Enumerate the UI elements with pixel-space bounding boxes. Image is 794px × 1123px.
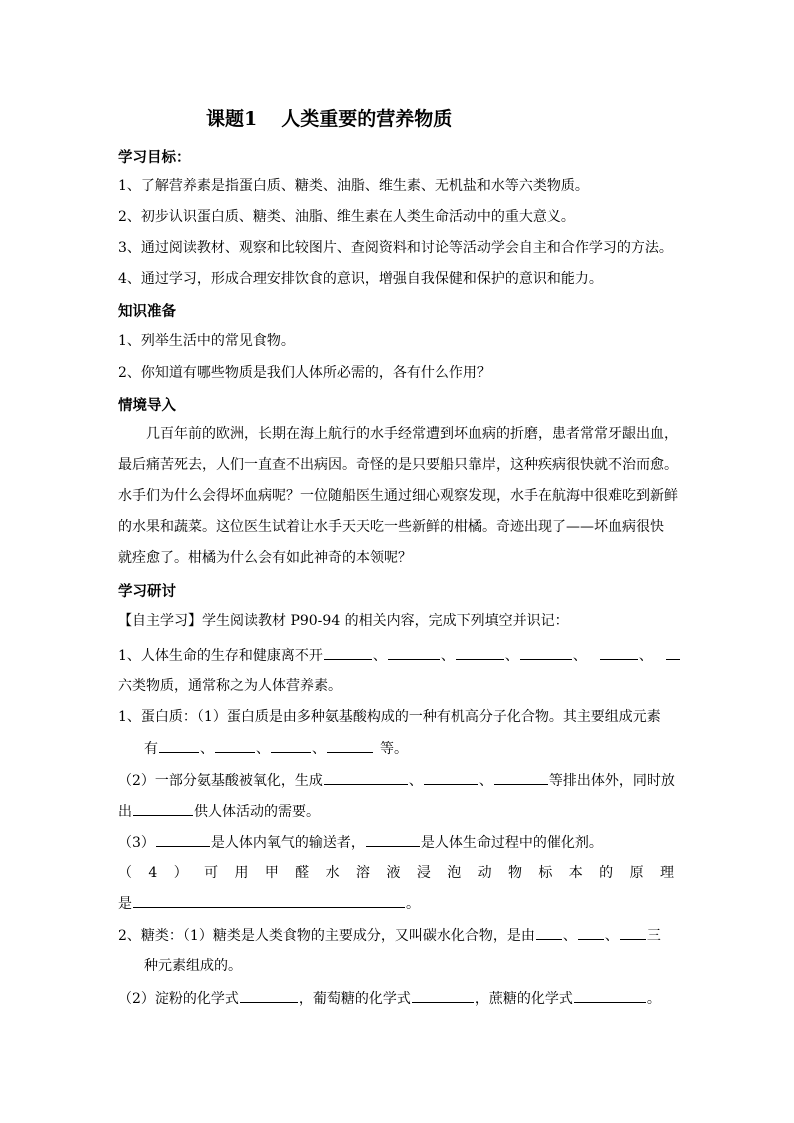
protein-line-1: 1、蛋白质：（1）蛋白质是由多种氨基酸构成的一种有机高分子化合物。其主要组成元素 [118,709,661,725]
q1-prefix: 1、人体生命的生存和健康离不开 [118,648,323,664]
fill-blank[interactable] [271,738,311,753]
fill-blank[interactable] [600,645,638,660]
fill-blank[interactable] [666,645,680,660]
sugar-line-1: 2、糖类：（1）糖类是人类食物的主要成分，又叫碳水化合物，是由 、 、 三 [118,925,661,946]
fill-blank[interactable] [324,645,372,660]
protein-line-4: （ 4 ） 可 用 甲 醛 水 溶 液 浸 泡 动 物 标 本 的 原 理 [118,865,674,881]
fill-blank[interactable] [366,832,420,847]
q1-line: 1、人体生命的生存和健康离不开 、 、 、 、 、 [118,645,681,666]
objective-item-3: 3、通过阅读教材、观察和比较图片、查阅资料和讨论等活动学会自主和合作学习的方法。 [118,240,673,256]
intro-line-1: 几百年前的欧洲，长期在海上航行的水手经常遭到坏血病的折磨，患者常常牙龈出血， [146,426,678,442]
page-title [206,104,452,131]
objective-item-4: 4、通过学习，形成合理安排饮食的意识，增强自我保健和保护的意识和能力。 [118,271,603,287]
fill-blank[interactable] [424,770,478,785]
fill-blank[interactable] [574,988,646,1003]
q1-line-2: 六类物质，通常称之为人体营养素。 [118,678,342,694]
fill-blank[interactable] [578,925,604,940]
fill-blank[interactable] [620,925,646,940]
self-study-instruction: 【自主学习】学生阅读教材 P90-94 的相关内容，完成下列填空并识记： [118,613,569,629]
fill-blank[interactable] [412,988,474,1003]
protein-line-1b: 有 、 、 、 等。 [144,738,408,759]
objectives-heading: 学习目标： [118,149,191,166]
fill-blank[interactable] [327,738,373,753]
sugar-line-2: （2）淀粉的化学式 ，葡萄糖的化学式 ，蔗糖的化学式 。 [118,988,661,1009]
intro-line-5: 就痊愈了。柑橘为什么会有如此神奇的本领呢？ [118,550,412,566]
fill-blank[interactable] [494,770,548,785]
intro-line-4: 的水果和蔬菜。这位医生试着让水手天天吃一些新鲜的柑橘。奇迹出现了——坏血病很快 [118,519,664,535]
objective-item-1: 1、了解营养素是指蛋白质、糖类、油脂、维生素、无机盐和水等六类物质。 [118,178,589,194]
fill-blank[interactable] [215,738,255,753]
study-heading: 学习研讨 [118,583,176,600]
sugar-line-1b: 种元素组成的。 [144,958,242,974]
fill-blank[interactable] [133,801,193,816]
lesson-title: 人类重要的营养物质 [281,108,453,130]
objective-item-2: 2、初步认识蛋白质、糖类、油脂、维生素在人类生命活动中的重大意义。 [118,209,575,225]
fill-blank[interactable] [456,645,504,660]
intro-line-2: 最后痛苦死去，人们一直查不出病因。奇怪的是只要船只靠岸，这种疾病很快就不治而愈。 [118,457,678,473]
fill-blank[interactable] [156,832,210,847]
fill-blank[interactable] [324,770,408,785]
prep-heading: 知识准备 [118,303,176,320]
protein-line-4b: 是 。 [118,893,420,914]
fill-blank[interactable] [240,988,298,1003]
protein-line-3: （3） 是人体内氧气的输送者， 是人体生命过程中的催化剂。 [118,832,603,853]
fill-blank[interactable] [159,738,199,753]
protein-line-2: （2）一部分氨基酸被氧化，生成 、 、 等排出体外，同时放 [118,770,675,791]
prep-item-1: 1、列举生活中的常见食物。 [118,333,295,349]
intro-line-3: 水手们为什么会得坏血病呢？一位随船医生通过细心观察发现，水手在航海中很难吃到新鲜 [118,488,678,504]
fill-blank[interactable] [388,645,440,660]
intro-heading: 情境导入 [118,397,176,414]
fill-blank[interactable] [133,893,405,908]
prep-item-2: 2、你知道有哪些物质是我们人体所必需的，各有什么作用？ [118,365,491,381]
lesson-number: 课题1 [206,108,258,130]
fill-blank[interactable] [536,925,562,940]
protein-line-2b: 出 供人体活动的需要。 [118,801,320,822]
fill-blank[interactable] [520,645,572,660]
